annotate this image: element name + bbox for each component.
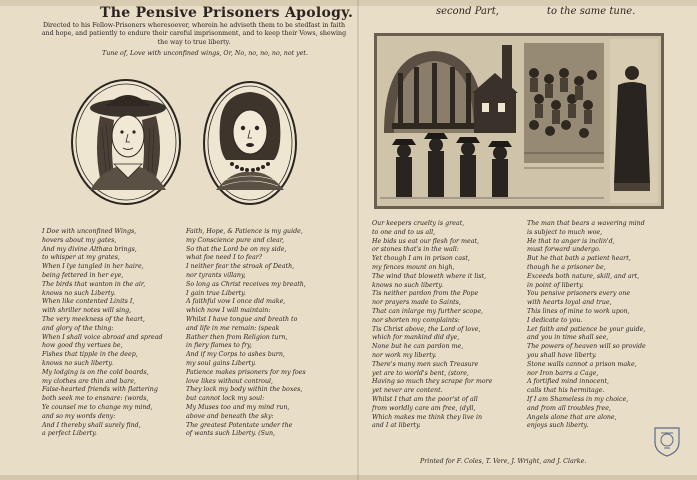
verse-line: my clothes are thin and bare, bbox=[42, 377, 136, 385]
verse-line: My lodging is on the cold boards, bbox=[42, 368, 149, 376]
verse-line: calls that his hermitage. bbox=[527, 387, 605, 395]
verse-line: When I lye tangled in her haire, bbox=[42, 263, 144, 271]
verse-line: being fettered in her eye, bbox=[42, 271, 124, 279]
verse-line: though he a prisoner be, bbox=[527, 263, 606, 271]
verse-line: my Conscience pure and clear, bbox=[186, 236, 285, 244]
verse-column-3 bbox=[372, 220, 517, 431]
verse-line: which now I will maintain: bbox=[186, 307, 271, 315]
verse-line: Whilst I have tongue and breath to bbox=[186, 315, 298, 323]
verse-line: Fishes that tipple in the deep, bbox=[42, 351, 138, 359]
verse-line: but cannot lock my soul: bbox=[186, 395, 265, 403]
verse-line: My Muses too and my mind run, bbox=[186, 403, 290, 411]
verse-line: and glory of the thing: bbox=[42, 324, 114, 332]
verse-line: Having so much they scrape for more bbox=[372, 378, 493, 386]
verse-line: yet are to world's bent, (store, bbox=[372, 369, 469, 377]
verse-line: He bids us eat our flesh for meat, bbox=[372, 237, 480, 245]
verse-line: nor Iron barrs a Cage, bbox=[527, 369, 599, 377]
verse-line: in fiery flames to fry, bbox=[186, 342, 252, 350]
printer-imprint: Printed for F. Coles, T. Vere, J. Wright, and J. Clarke. bbox=[420, 458, 587, 465]
verse-line: nor shorten my complaints: bbox=[372, 316, 460, 324]
ballad-title: The Pensive Prisoners Apology. bbox=[100, 5, 354, 21]
verse-line: Let faith and patience be your guide, bbox=[527, 325, 646, 333]
verse-line: Tis Christ above, the Lord of love, bbox=[372, 325, 481, 333]
verse-line: When like contented Linits I, bbox=[42, 298, 135, 306]
verse-line: The powers of heaven will so provide bbox=[527, 343, 646, 351]
verse-line: Rather then from Religion turn, bbox=[186, 333, 288, 341]
verse-column-4 bbox=[527, 220, 677, 431]
verse-line: If I am Shameless in my choice, bbox=[527, 395, 629, 403]
verse-line: The man that bears a wavering mind bbox=[527, 220, 645, 227]
verse-line: When I shall voice abroad and spread bbox=[42, 333, 163, 341]
verse-line: The wind that bloweth where it list, bbox=[372, 272, 487, 280]
verse-line: Whilst I that am the poor'st of all bbox=[372, 395, 478, 403]
verse-line: must forward undergo. bbox=[527, 246, 601, 254]
verse-line: The birds that wanton in the air, bbox=[42, 280, 146, 288]
verse-line: you shall have liberty. bbox=[527, 351, 597, 359]
verse-line: with shriller notes will sing, bbox=[42, 307, 132, 315]
ballad-subtitle: Directed to his Fellow-Prisoners wheresoever, wherein he adviseth them to be stedfast in faith and hope, and patiently to endure their careful imprisonment, and to keep their Vows, shewing the way to true liberty. bbox=[41, 22, 347, 46]
verse-line: But he that bath a patient heart, bbox=[527, 255, 631, 263]
verse-line: Tis neither pardon from the Pope bbox=[372, 290, 479, 298]
verse-line: enjoys such liberty. bbox=[527, 422, 589, 430]
verse-line: and so my words deny: bbox=[42, 412, 116, 420]
verse-line: is subject to much woe, bbox=[527, 228, 603, 236]
man-portrait-woodcut bbox=[70, 78, 182, 206]
paper-edge-bottom bbox=[0, 475, 697, 480]
verse-line: and from all troubles free, bbox=[527, 404, 611, 412]
verse-line: of wants such Liberty. (Sun, bbox=[186, 430, 276, 438]
verse-line: yet never are content. bbox=[372, 387, 443, 395]
verse-line: False-hearted friends with flattering bbox=[42, 386, 158, 394]
verse-line: to one and to us all, bbox=[372, 228, 436, 236]
verse-line: Which makes me think they live in bbox=[372, 413, 483, 421]
verse-line: So long as Christ receives my breath, bbox=[186, 280, 306, 288]
verse-line: knows no such liberty. bbox=[372, 281, 444, 289]
verse-line: knows no such liberty. bbox=[42, 359, 114, 367]
verse-line: Faith, Hope, & Patience is my guide, bbox=[186, 228, 303, 235]
verse-column-2 bbox=[186, 228, 356, 439]
verse-line: And my divine Althæa brings, bbox=[42, 245, 137, 253]
verse-line: So that the Lord be on my side, bbox=[186, 245, 287, 253]
verse-line: Ye counsel me to change my mind, bbox=[42, 403, 153, 411]
verse-line: Our keepers cruelty is great, bbox=[372, 220, 465, 227]
verse-line: to whisper at my grates, bbox=[42, 254, 120, 262]
verse-line: nor prayers made to Saints, bbox=[372, 299, 461, 307]
verse-line: a perfect Liberty. bbox=[42, 430, 97, 438]
verse-line: my soul gains Liberty. bbox=[186, 359, 256, 367]
verse-line: and you in time shall see, bbox=[527, 334, 609, 342]
verse-line: I Doe with unconfined Wings, bbox=[42, 228, 137, 235]
verse-line: in point of liberty. bbox=[527, 281, 584, 289]
verse-line: A faithful vow I once did make, bbox=[186, 298, 286, 306]
verse-line: and I at liberty. bbox=[372, 422, 421, 430]
tune-line: Tune of, Love with unconfined wings, Or, No, no, no, no, not yet. bbox=[102, 50, 308, 57]
verse-line: Angels alone that are alone, bbox=[527, 413, 617, 421]
library-stamp-icon bbox=[652, 424, 682, 458]
verse-line: This lines of mine to work upon, bbox=[527, 307, 630, 315]
verse-line: I neither fear the stroak of Death, bbox=[186, 263, 295, 271]
verse-line: He that to anger is inclin'd, bbox=[527, 237, 615, 245]
verse-line: how good thy vertues be, bbox=[42, 342, 123, 350]
verse-column-1 bbox=[42, 228, 182, 439]
verse-line: Stone walls cannot a prison make, bbox=[527, 360, 637, 368]
verse-line: I gain true Liberty. bbox=[186, 289, 246, 297]
verse-line: love likes without controul, bbox=[186, 377, 274, 385]
verse-line: which for mankind did dye, bbox=[372, 334, 460, 342]
center-fold bbox=[357, 0, 359, 480]
verse-line: Yet though I am in prison cast, bbox=[372, 255, 470, 263]
second-part-label: second Part, bbox=[436, 6, 499, 17]
verse-line: The very meekness of the heart, bbox=[42, 315, 145, 323]
verse-line: That can inlarge my further scope, bbox=[372, 307, 484, 315]
verse-line: The greatest Potentate under the bbox=[186, 421, 293, 429]
verse-line: Exceeds both nature, skill, and art, bbox=[527, 272, 640, 280]
verse-line: And I thereby shall surely find, bbox=[42, 421, 141, 429]
verse-line: both seek me to ensnare: (words, bbox=[42, 395, 149, 403]
same-tune-label: to the same tune. bbox=[546, 6, 636, 17]
verse-line: hovers about my gates, bbox=[42, 236, 117, 244]
verse-line: There's many men such Treasure bbox=[372, 360, 479, 368]
verse-line: my fences mount on high, bbox=[372, 263, 455, 271]
verse-line: nor tyrants villany, bbox=[186, 271, 246, 279]
verse-line: nor work my liberty. bbox=[372, 351, 437, 359]
woman-portrait-woodcut bbox=[202, 80, 298, 206]
prison-scene-woodcut bbox=[374, 33, 664, 209]
verse-line: Patience makes prisoners for my foes bbox=[186, 368, 306, 376]
verse-line: None but he can pardon me, bbox=[372, 343, 464, 351]
verse-line: from worldly care am free, (dyll, bbox=[372, 404, 476, 412]
verse-line: You pensive prisoners every one bbox=[527, 290, 631, 298]
verse-line: what foe need I to fear? bbox=[186, 254, 263, 262]
verse-line: A fortified mind innocent, bbox=[527, 378, 610, 386]
second-part-heading bbox=[436, 6, 635, 17]
verse-line: with hearts loyal and true, bbox=[527, 299, 612, 307]
verse-line: and life in me remain: (speak bbox=[186, 324, 280, 332]
verse-line: They lock my body within the boxes, bbox=[186, 386, 303, 394]
verse-line: or stones that's in the wall: bbox=[372, 246, 459, 254]
verse-line: I dedicate to you. bbox=[527, 316, 583, 324]
verse-line: above and beneath the sky: bbox=[186, 412, 274, 420]
verse-line: knows no such Liberty. bbox=[42, 289, 116, 297]
verse-line: And if my Corps to ashes burn, bbox=[186, 351, 285, 359]
